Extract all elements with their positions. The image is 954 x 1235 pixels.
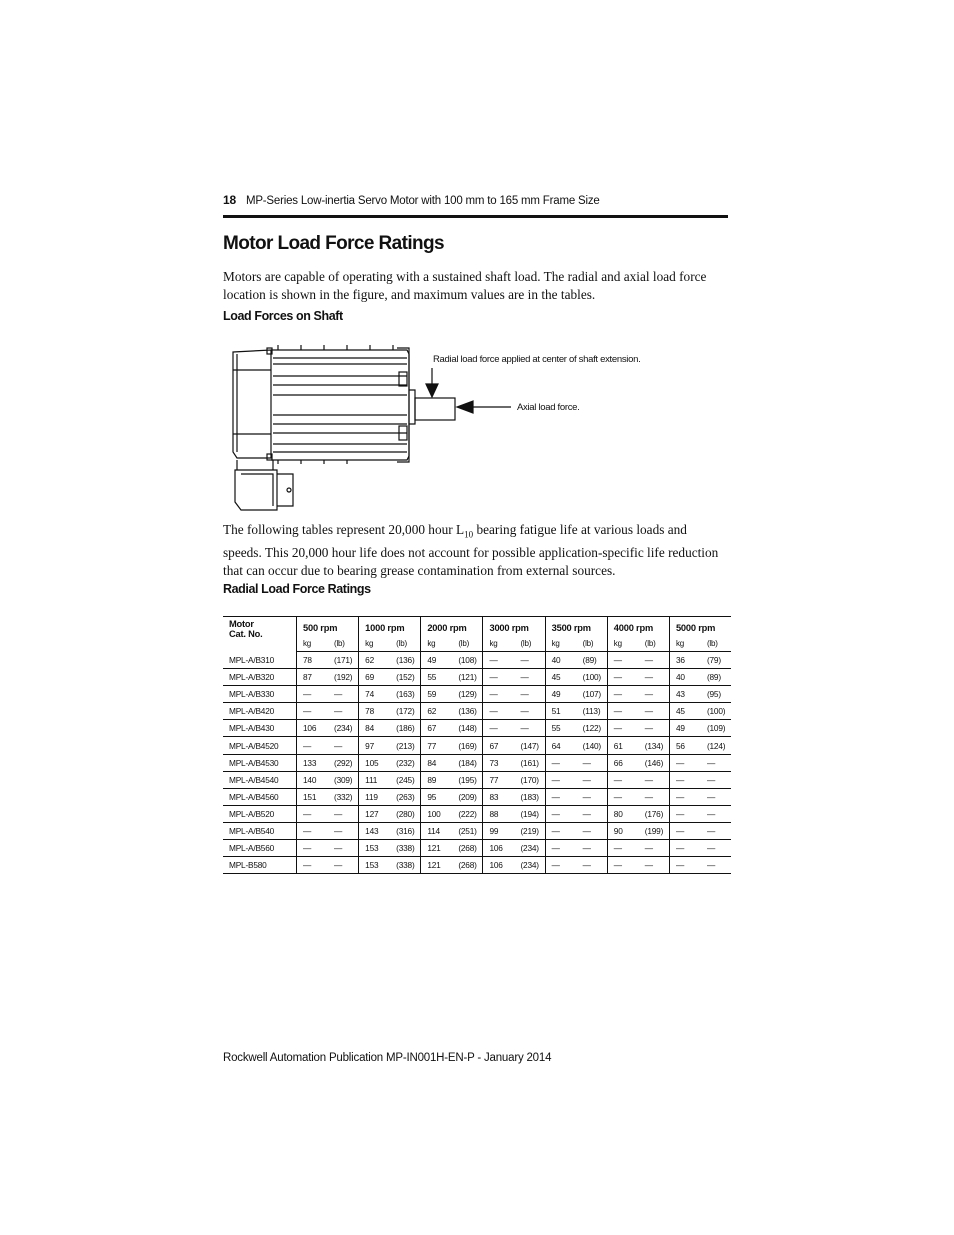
lb-value-cell: — <box>514 703 545 720</box>
l10-subscript: 10 <box>464 529 474 540</box>
kg-value-cell: 106 <box>297 720 329 737</box>
table-row <box>223 686 731 703</box>
kg-value-cell: — <box>297 840 329 857</box>
unit-lb-header: (lb) <box>390 636 421 652</box>
kg-value-cell: 49 <box>669 720 701 737</box>
kg-value-cell: — <box>607 840 639 857</box>
kg-value-cell: 67 <box>421 720 453 737</box>
kg-value-cell: — <box>483 669 515 686</box>
lb-value-cell: (219) <box>514 822 545 839</box>
bearing-life-paragraph <box>223 521 728 580</box>
lb-value-cell: (338) <box>390 857 421 874</box>
table-row <box>223 857 731 874</box>
table-row <box>223 754 731 771</box>
table-heading: Radial Load Force Ratings <box>223 582 371 596</box>
kg-value-cell: 55 <box>421 669 453 686</box>
axial-load-callout: Axial load force. <box>517 402 580 413</box>
kg-value-cell: 90 <box>607 822 639 839</box>
table-row <box>223 703 731 720</box>
kg-value-cell: — <box>297 857 329 874</box>
speed-header: 5000 rpm <box>669 617 731 637</box>
table-body <box>223 652 731 874</box>
speed-header: 4000 rpm <box>607 617 669 637</box>
lb-value-cell: (95) <box>701 686 731 703</box>
kg-value-cell: 78 <box>297 652 329 669</box>
lb-value-cell: (195) <box>452 771 483 788</box>
kg-value-cell: — <box>669 788 701 805</box>
bearing-life-text-end: bearing fatigue life at various loads and speeds. This 20,000 hour life does not account for possible application-specific life reduction that can occur due to bearing grease contamination from external sources. <box>223 522 719 578</box>
lb-value-cell: (124) <box>701 737 731 754</box>
unit-lb-header: (lb) <box>577 636 608 652</box>
kg-value-cell: — <box>607 771 639 788</box>
kg-value-cell: 77 <box>483 771 515 788</box>
motor-cat-no-cell: MPL-B580 <box>223 857 297 874</box>
motor-cat-no-cell: MPL-A/B520 <box>223 805 297 822</box>
kg-value-cell: — <box>669 754 701 771</box>
lb-value-cell: (109) <box>701 720 731 737</box>
lb-value-cell: — <box>328 805 359 822</box>
lb-value-cell: — <box>577 788 608 805</box>
kg-value-cell: — <box>297 686 329 703</box>
kg-value-cell: — <box>669 771 701 788</box>
lb-value-cell: (89) <box>701 669 731 686</box>
lb-value-cell: (263) <box>390 788 421 805</box>
lb-value-cell: — <box>701 805 731 822</box>
lb-value-cell: — <box>701 754 731 771</box>
running-header <box>223 193 728 207</box>
kg-value-cell: — <box>545 805 577 822</box>
lb-value-cell: (199) <box>639 822 670 839</box>
motor-cat-no-cell: MPL-A/B4520 <box>223 737 297 754</box>
lb-value-cell: (268) <box>452 840 483 857</box>
lb-value-cell: — <box>639 840 670 857</box>
kg-value-cell: 97 <box>359 737 391 754</box>
lb-value-cell: (251) <box>452 822 483 839</box>
motor-cat-no-cell: MPL-A/B310 <box>223 652 297 669</box>
lb-value-cell: — <box>514 686 545 703</box>
kg-value-cell: — <box>607 857 639 874</box>
kg-value-cell: 43 <box>669 686 701 703</box>
load-forces-figure <box>223 340 728 515</box>
lb-value-cell: (100) <box>577 669 608 686</box>
lb-value-cell: (169) <box>452 737 483 754</box>
lb-value-cell: — <box>328 822 359 839</box>
lb-value-cell: (194) <box>514 805 545 822</box>
kg-value-cell: — <box>297 822 329 839</box>
unit-kg-header: kg <box>607 636 639 652</box>
table-row <box>223 771 731 788</box>
table-row <box>223 737 731 754</box>
lb-value-cell: — <box>577 822 608 839</box>
kg-value-cell: 80 <box>607 805 639 822</box>
speed-header: 500 rpm <box>297 617 359 637</box>
lb-value-cell: (234) <box>328 720 359 737</box>
lb-value-cell: — <box>328 840 359 857</box>
kg-value-cell: 153 <box>359 857 391 874</box>
speed-header: 1000 rpm <box>359 617 421 637</box>
motor-header-line1: Motor <box>229 619 254 629</box>
lb-value-cell: — <box>577 771 608 788</box>
lb-value-cell: — <box>639 771 670 788</box>
kg-value-cell: 49 <box>545 686 577 703</box>
lb-value-cell: (148) <box>452 720 483 737</box>
section-title: Motor Load Force Ratings <box>223 233 444 254</box>
lb-value-cell: (245) <box>390 771 421 788</box>
speed-header: 3500 rpm <box>545 617 607 637</box>
unit-lb-header: (lb) <box>514 636 545 652</box>
kg-value-cell: 140 <box>297 771 329 788</box>
motor-column-header <box>223 617 297 652</box>
unit-kg-header: kg <box>483 636 515 652</box>
kg-value-cell: — <box>545 822 577 839</box>
lb-value-cell: (122) <box>577 720 608 737</box>
lb-value-cell: (316) <box>390 822 421 839</box>
kg-value-cell: 133 <box>297 754 329 771</box>
lb-value-cell: (172) <box>390 703 421 720</box>
lb-value-cell: (268) <box>452 857 483 874</box>
lb-value-cell: (222) <box>452 805 483 822</box>
unit-kg-header: kg <box>669 636 701 652</box>
kg-value-cell: 95 <box>421 788 453 805</box>
kg-value-cell: 56 <box>669 737 701 754</box>
unit-kg-header: kg <box>297 636 329 652</box>
lb-value-cell: (108) <box>452 652 483 669</box>
bearing-life-text-start: The following tables represent 20,000 hour L <box>223 522 465 537</box>
motor-cat-no-cell: MPL-A/B330 <box>223 686 297 703</box>
kg-value-cell: 49 <box>421 652 453 669</box>
kg-value-cell: — <box>545 754 577 771</box>
kg-value-cell: 67 <box>483 737 515 754</box>
motor-cat-no-cell: MPL-A/B560 <box>223 840 297 857</box>
kg-value-cell: 87 <box>297 669 329 686</box>
kg-value-cell: — <box>669 805 701 822</box>
kg-value-cell: 78 <box>359 703 391 720</box>
kg-value-cell: 143 <box>359 822 391 839</box>
kg-value-cell: 62 <box>421 703 453 720</box>
lb-value-cell: — <box>701 788 731 805</box>
unit-kg-header: kg <box>545 636 577 652</box>
kg-value-cell: 127 <box>359 805 391 822</box>
radial-load-callout: Radial load force applied at center of shaft extension. <box>433 354 641 365</box>
kg-value-cell: 83 <box>483 788 515 805</box>
lb-value-cell: (136) <box>390 652 421 669</box>
unit-lb-header: (lb) <box>452 636 483 652</box>
lb-value-cell: (309) <box>328 771 359 788</box>
kg-value-cell: 66 <box>607 754 639 771</box>
kg-value-cell: 55 <box>545 720 577 737</box>
lb-value-cell: (89) <box>577 652 608 669</box>
kg-value-cell: 100 <box>421 805 453 822</box>
motor-cat-no-cell: MPL-A/B540 <box>223 822 297 839</box>
motor-cat-no-cell: MPL-A/B4530 <box>223 754 297 771</box>
lb-value-cell: — <box>639 686 670 703</box>
motor-cat-no-cell: MPL-A/B4560 <box>223 788 297 805</box>
motor-header-line2: Cat. No. <box>229 629 263 639</box>
lb-value-cell: (171) <box>328 652 359 669</box>
kg-value-cell: 59 <box>421 686 453 703</box>
figure-heading: Load Forces on Shaft <box>223 309 343 323</box>
table-row <box>223 805 731 822</box>
kg-value-cell: 73 <box>483 754 515 771</box>
motor-cat-no-cell: MPL-A/B4540 <box>223 771 297 788</box>
kg-value-cell: 45 <box>545 669 577 686</box>
kg-value-cell: — <box>669 822 701 839</box>
unit-lb-header: (lb) <box>701 636 731 652</box>
unit-lb-header: (lb) <box>639 636 670 652</box>
unit-lb-header: (lb) <box>328 636 359 652</box>
speed-header-row <box>223 617 731 637</box>
lb-value-cell: (280) <box>390 805 421 822</box>
lb-value-cell: — <box>577 857 608 874</box>
lb-value-cell: (234) <box>514 840 545 857</box>
table-row <box>223 652 731 669</box>
lb-value-cell: (146) <box>639 754 670 771</box>
radial-load-force-table <box>223 616 731 874</box>
lb-value-cell: (107) <box>577 686 608 703</box>
kg-value-cell: — <box>297 805 329 822</box>
kg-value-cell: 36 <box>669 652 701 669</box>
unit-header-row <box>223 636 731 652</box>
unit-kg-header: kg <box>421 636 453 652</box>
lb-value-cell: — <box>701 840 731 857</box>
kg-value-cell: 105 <box>359 754 391 771</box>
table-row <box>223 669 731 686</box>
lb-value-cell: (332) <box>328 788 359 805</box>
kg-value-cell: — <box>669 857 701 874</box>
motor-drawing <box>223 340 728 515</box>
lb-value-cell: (121) <box>452 669 483 686</box>
kg-value-cell: — <box>545 857 577 874</box>
lb-value-cell: (79) <box>701 652 731 669</box>
kg-value-cell: 119 <box>359 788 391 805</box>
lb-value-cell: — <box>639 857 670 874</box>
lb-value-cell: — <box>639 669 670 686</box>
lb-value-cell: (161) <box>514 754 545 771</box>
header-rule <box>223 215 728 218</box>
lb-value-cell: (170) <box>514 771 545 788</box>
lb-value-cell: (232) <box>390 754 421 771</box>
kg-value-cell: 62 <box>359 652 391 669</box>
kg-value-cell: 151 <box>297 788 329 805</box>
kg-value-cell: 77 <box>421 737 453 754</box>
lb-value-cell: (134) <box>639 737 670 754</box>
table-row <box>223 720 731 737</box>
kg-value-cell: 89 <box>421 771 453 788</box>
lb-value-cell: (234) <box>514 857 545 874</box>
lb-value-cell: (100) <box>701 703 731 720</box>
lb-value-cell: (292) <box>328 754 359 771</box>
kg-value-cell: 84 <box>359 720 391 737</box>
page-number: 18 <box>223 193 236 207</box>
kg-value-cell: 121 <box>421 857 453 874</box>
lb-value-cell: — <box>701 822 731 839</box>
page-footer: Rockwell Automation Publication MP-IN001H-EN-P - January 2014 <box>223 1052 552 1064</box>
kg-value-cell: — <box>545 788 577 805</box>
lb-value-cell: — <box>639 652 670 669</box>
kg-value-cell: — <box>669 840 701 857</box>
kg-value-cell: 114 <box>421 822 453 839</box>
lb-value-cell: (136) <box>452 703 483 720</box>
kg-value-cell: 111 <box>359 771 391 788</box>
kg-value-cell: — <box>483 703 515 720</box>
kg-value-cell: — <box>545 771 577 788</box>
kg-value-cell: — <box>483 720 515 737</box>
kg-value-cell: 61 <box>607 737 639 754</box>
lb-value-cell: — <box>514 652 545 669</box>
lb-value-cell: — <box>639 788 670 805</box>
lb-value-cell: (147) <box>514 737 545 754</box>
speed-header: 2000 rpm <box>421 617 483 637</box>
kg-value-cell: — <box>607 720 639 737</box>
lb-value-cell: (186) <box>390 720 421 737</box>
motor-cat-no-cell: MPL-A/B320 <box>223 669 297 686</box>
kg-value-cell: — <box>483 652 515 669</box>
kg-value-cell: 51 <box>545 703 577 720</box>
kg-value-cell: 40 <box>545 652 577 669</box>
kg-value-cell: 106 <box>483 857 515 874</box>
motor-cat-no-cell: MPL-A/B420 <box>223 703 297 720</box>
lb-value-cell: — <box>328 703 359 720</box>
kg-value-cell: — <box>607 652 639 669</box>
lb-value-cell: — <box>328 857 359 874</box>
lb-value-cell: — <box>514 669 545 686</box>
kg-value-cell: — <box>545 840 577 857</box>
lb-value-cell: — <box>577 754 608 771</box>
kg-value-cell: 84 <box>421 754 453 771</box>
lb-value-cell: (183) <box>514 788 545 805</box>
lb-value-cell: (140) <box>577 737 608 754</box>
table-row <box>223 822 731 839</box>
kg-value-cell: 88 <box>483 805 515 822</box>
kg-value-cell: 153 <box>359 840 391 857</box>
kg-value-cell: — <box>607 703 639 720</box>
kg-value-cell: 106 <box>483 840 515 857</box>
lb-value-cell: — <box>639 720 670 737</box>
kg-value-cell: — <box>607 686 639 703</box>
lb-value-cell: — <box>514 720 545 737</box>
kg-value-cell: 40 <box>669 669 701 686</box>
kg-value-cell: — <box>607 788 639 805</box>
kg-value-cell: — <box>483 686 515 703</box>
kg-value-cell: 99 <box>483 822 515 839</box>
table-row <box>223 788 731 805</box>
table-row <box>223 840 731 857</box>
lb-value-cell: (152) <box>390 669 421 686</box>
intro-paragraph: Motors are capable of operating with a sustained shaft load. The radial and axial load force location is shown in the figure, and maximum values are in the tables. <box>223 269 707 302</box>
lb-value-cell: (184) <box>452 754 483 771</box>
lb-value-cell: (176) <box>639 805 670 822</box>
kg-value-cell: — <box>607 669 639 686</box>
kg-value-cell: 74 <box>359 686 391 703</box>
lb-value-cell: (213) <box>390 737 421 754</box>
kg-value-cell: — <box>297 737 329 754</box>
lb-value-cell: — <box>639 703 670 720</box>
motor-cat-no-cell: MPL-A/B430 <box>223 720 297 737</box>
unit-kg-header: kg <box>359 636 391 652</box>
lb-value-cell: — <box>328 737 359 754</box>
running-title: MP-Series Low-inertia Servo Motor with 100 mm to 165 mm Frame Size <box>245 195 600 207</box>
kg-value-cell: 121 <box>421 840 453 857</box>
speed-header: 3000 rpm <box>483 617 545 637</box>
lb-value-cell: (163) <box>390 686 421 703</box>
kg-value-cell: 64 <box>545 737 577 754</box>
lb-value-cell: (113) <box>577 703 608 720</box>
lb-value-cell: (129) <box>452 686 483 703</box>
lb-value-cell: — <box>701 857 731 874</box>
lb-value-cell: (209) <box>452 788 483 805</box>
kg-value-cell: 45 <box>669 703 701 720</box>
lb-value-cell: (192) <box>328 669 359 686</box>
kg-value-cell: 69 <box>359 669 391 686</box>
lb-value-cell: — <box>577 840 608 857</box>
lb-value-cell: (338) <box>390 840 421 857</box>
lb-value-cell: — <box>577 805 608 822</box>
lb-value-cell: — <box>328 686 359 703</box>
lb-value-cell: — <box>701 771 731 788</box>
kg-value-cell: — <box>297 703 329 720</box>
